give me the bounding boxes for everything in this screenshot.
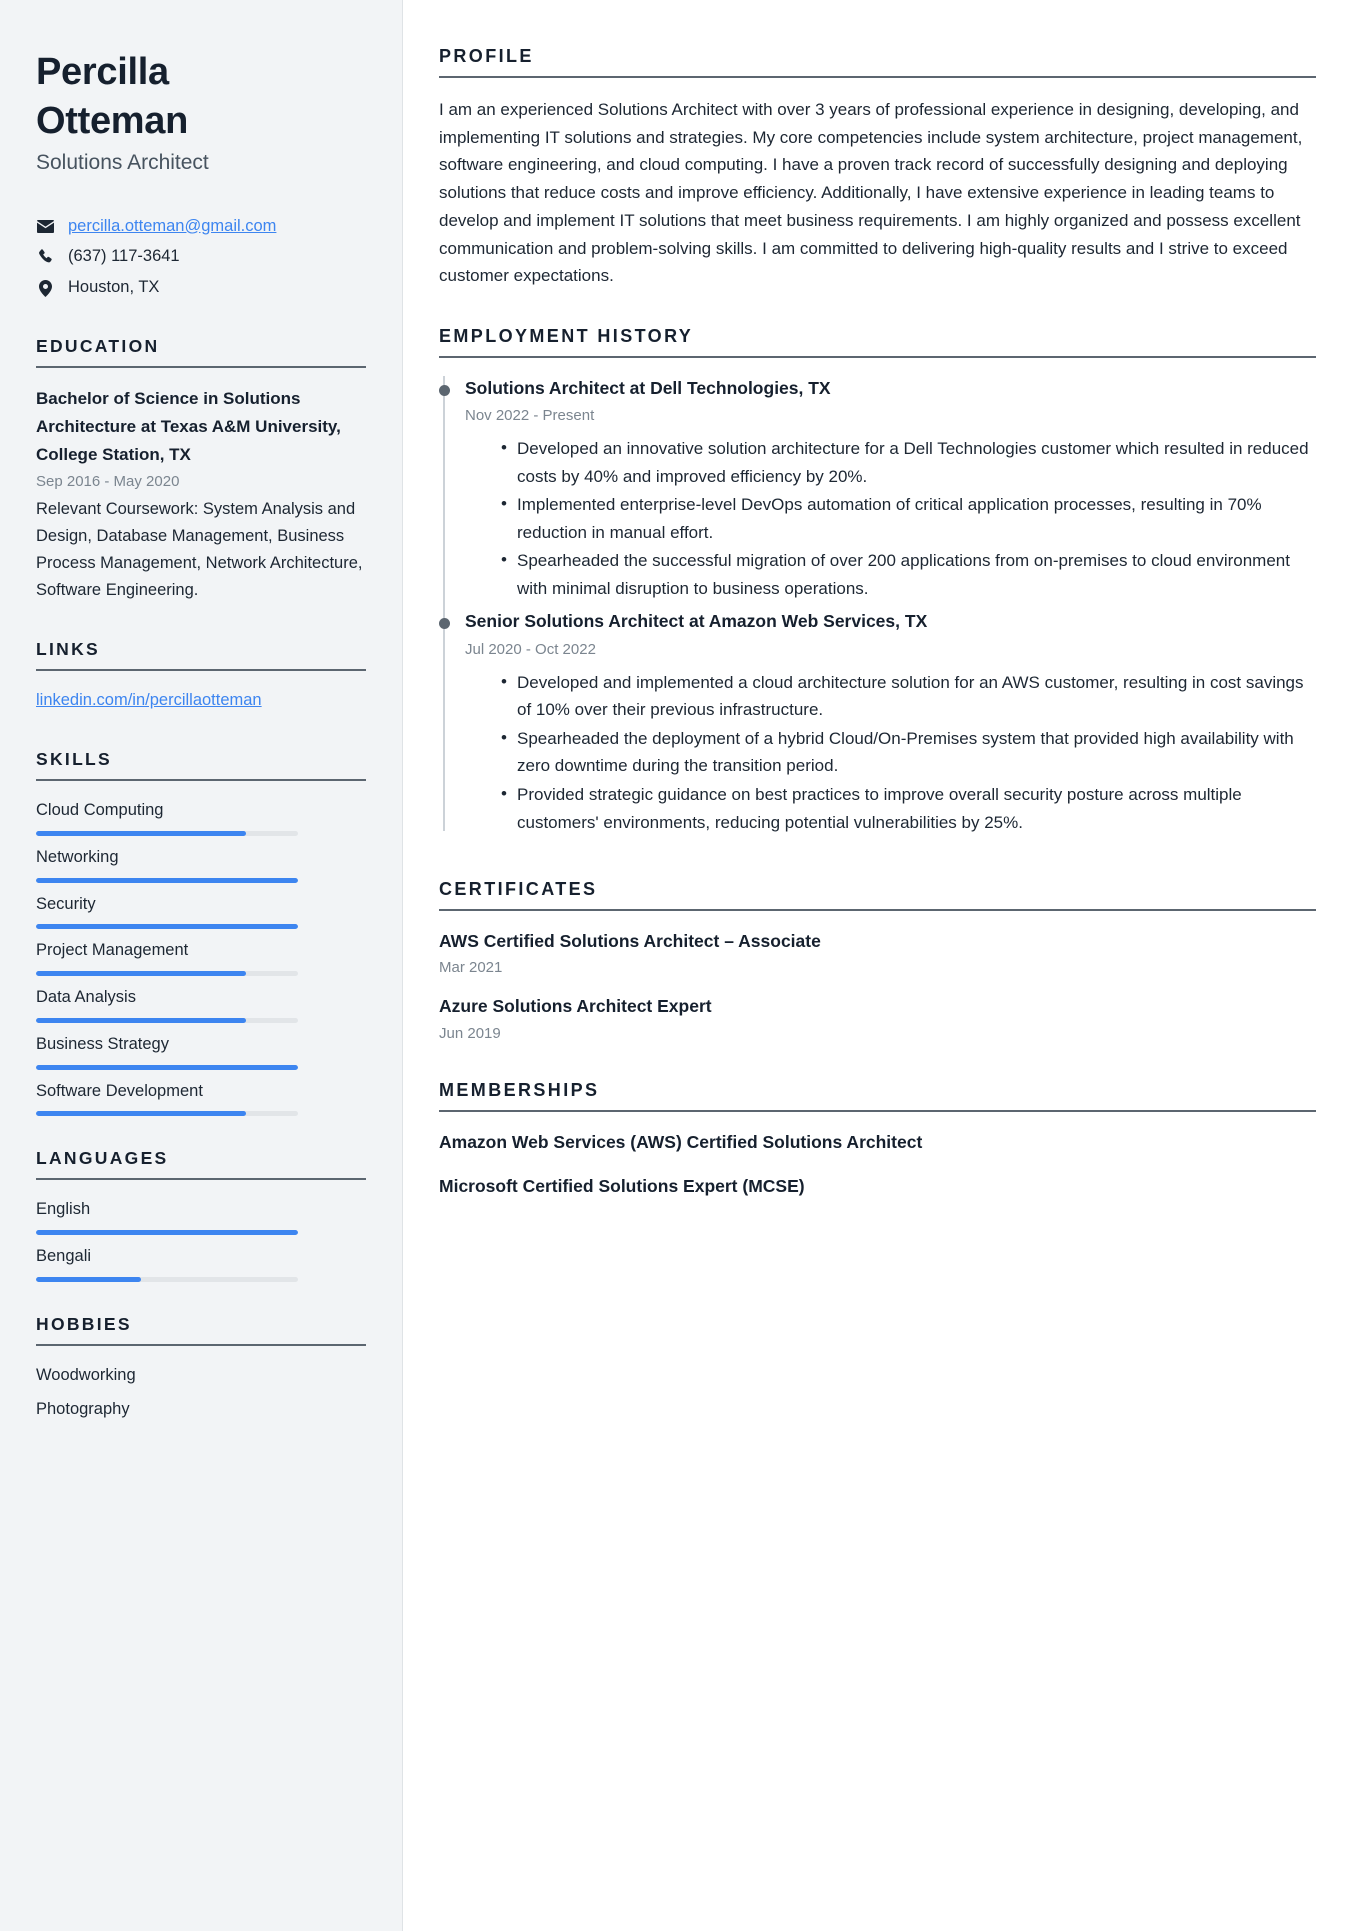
skill-bar-track <box>36 1065 298 1070</box>
job-title: Senior Solutions Architect at Amazon Web Services, TX <box>465 611 928 632</box>
certificate-date: Mar 2021 <box>439 959 503 977</box>
contact-list <box>36 215 366 301</box>
first-name: Percilla <box>36 51 169 93</box>
envelope-icon <box>36 220 55 233</box>
language-bar-fill <box>36 1230 298 1235</box>
membership-item: Microsoft Certified Solutions Expert (MCSE) <box>439 1176 805 1197</box>
last-name: Otteman <box>36 99 189 142</box>
contact-row-location <box>36 276 366 300</box>
certificate-title: AWS Certified Solutions Architect – Associate <box>439 931 821 952</box>
language-item <box>36 1244 366 1282</box>
sidebar <box>0 0 403 1931</box>
name-block <box>36 48 366 177</box>
hobbies-section <box>36 1314 366 1422</box>
certificate-title: Azure Solutions Architect Expert <box>439 996 712 1017</box>
skill-item <box>36 892 366 930</box>
language-bar-fill <box>36 1277 141 1282</box>
skills-heading: SKILLS <box>36 749 366 781</box>
certificate-entry <box>439 929 1316 978</box>
job-bullet-list <box>465 435 1316 602</box>
job-dates: Jul 2020 - Oct 2022 <box>465 640 596 658</box>
language-bar-track <box>36 1230 298 1235</box>
skill-bar-track <box>36 878 298 883</box>
links-heading: LINKS <box>36 639 366 671</box>
languages-list <box>36 1197 366 1282</box>
job-bullet-list <box>465 669 1316 836</box>
memberships-section <box>439 1080 1316 1200</box>
education-heading: EDUCATION <box>36 336 366 368</box>
timeline-dot-icon <box>439 385 450 396</box>
skill-label: Security <box>36 894 96 913</box>
phone-icon <box>36 249 55 265</box>
language-item <box>36 1197 366 1235</box>
hobbies-heading: HOBBIES <box>36 1314 366 1346</box>
membership-item: Amazon Web Services (AWS) Certified Solutions Architect <box>439 1131 923 1152</box>
skill-label: Business Strategy <box>36 1034 169 1053</box>
skill-item <box>36 798 366 836</box>
skill-bar-fill <box>36 924 298 929</box>
job-bullet: • Developed an innovative solution architecture for a Dell Technologies customer which resulted in reduced costs by 40% and improved efficiency by 20%. <box>501 435 1316 490</box>
employment-heading: EMPLOYMENT HISTORY <box>439 326 1316 358</box>
skill-bar-track <box>36 971 298 976</box>
employment-section <box>439 326 1316 843</box>
links-section <box>36 639 366 713</box>
employment-timeline <box>439 376 1316 843</box>
skill-label: Software Development <box>36 1081 203 1100</box>
job-bullet: • Developed and implemented a cloud architecture solution for an AWS customer, resulting in cost savings of 10% over their previous infrastructure. <box>501 669 1316 724</box>
certificates-heading: CERTIFICATES <box>439 879 1316 911</box>
certificate-entry <box>439 994 1316 1043</box>
timeline-dot-icon <box>439 618 450 629</box>
languages-heading: LANGUAGES <box>36 1148 366 1180</box>
skill-bar-track <box>36 831 298 836</box>
main-column <box>403 0 1366 1931</box>
skill-bar-fill <box>36 1065 298 1070</box>
hobby-item: Photography <box>36 1399 130 1418</box>
job-bullet: • Spearheaded the successful migration of over 200 applications from on-premises to cloud environment with minimal disruption to business operations. <box>501 547 1316 602</box>
skill-bar-track <box>36 1018 298 1023</box>
education-dates: Sep 2016 - May 2020 <box>36 473 180 491</box>
skills-list <box>36 798 366 1116</box>
job-title: Solutions Architect at Dell Technologies, TX <box>465 377 831 398</box>
email-link[interactable]: percilla.otteman@gmail.com <box>68 216 277 235</box>
skill-label: Project Management <box>36 941 189 960</box>
skill-bar-fill <box>36 831 246 836</box>
skill-label: Data Analysis <box>36 988 136 1007</box>
job-bullet: • Provided strategic guidance on best practices to improve overall security posture across multiple customers' environments, reducing potential vulnerabilities by 25%. <box>501 781 1316 836</box>
skill-bar-track <box>36 1111 298 1116</box>
skill-bar-fill <box>36 1018 246 1023</box>
language-label: Bengali <box>36 1247 92 1266</box>
job-dates: Nov 2022 - Present <box>465 407 595 425</box>
languages-section <box>36 1148 366 1282</box>
linkedin-link[interactable]: linkedin.com/in/percillaotteman <box>36 691 262 710</box>
skills-section <box>36 749 366 1116</box>
contact-row-email <box>36 215 366 239</box>
memberships-heading: MEMBERSHIPS <box>439 1080 1316 1112</box>
profile-section <box>439 46 1316 290</box>
education-description: Relevant Coursework: System Analysis and Design, Database Management, Business Process Management, Network Architecture, Software Engineering. <box>36 500 363 599</box>
education-section <box>36 336 366 603</box>
location-value: Houston, TX <box>68 278 160 297</box>
job-entry <box>439 376 1316 610</box>
profile-text: I am an experienced Solutions Architect with over 3 years of professional experience in designing, developing, and implementing IT solutions and strategies. My core competencies include system architecture, project management, software engineering, and cloud computing. I have a proven track record of successfully designing and deploying solutions that reduce costs and improve efficiency. Additionally, I have extensive experience in leading teams to develop and implement IT solutions that meet business requirements. I am highly organized and possess excellent communication and problem-solving skills. I am committed to delivering high-quality results and I strive to exceed customer expectations. <box>439 100 1303 286</box>
skill-item <box>36 1079 366 1117</box>
certificate-date: Jun 2019 <box>439 1024 501 1042</box>
job-entry <box>439 609 1316 843</box>
skill-item <box>36 845 366 883</box>
contact-row-phone <box>36 245 366 269</box>
skill-item <box>36 985 366 1023</box>
job-title: Solutions Architect <box>36 151 209 175</box>
skill-bar-fill <box>36 1111 246 1116</box>
education-degree: Bachelor of Science in Solutions Architecture at Texas A&M University, College Station, TX <box>36 389 341 464</box>
language-bar-track <box>36 1277 298 1282</box>
phone-value: (637) 117-3641 <box>68 247 180 266</box>
skill-item <box>36 1032 366 1070</box>
skill-label: Networking <box>36 847 119 866</box>
skill-label: Cloud Computing <box>36 801 164 820</box>
skill-bar-track <box>36 924 298 929</box>
language-label: English <box>36 1200 91 1219</box>
skill-bar-fill <box>36 878 298 883</box>
profile-heading: PROFILE <box>439 46 1316 78</box>
hobby-item: Woodworking <box>36 1365 136 1384</box>
skill-bar-fill <box>36 971 246 976</box>
job-bullet: • Spearheaded the deployment of a hybrid Cloud/On-Premises system that provided high availability with zero downtime during the transition period. <box>501 725 1316 780</box>
job-bullet: • Implemented enterprise-level DevOps automation of critical application processes, resulting in 70% reduction in manual effort. <box>501 491 1316 546</box>
certificates-section <box>439 879 1316 1044</box>
location-pin-icon <box>36 280 55 297</box>
skill-item <box>36 938 366 976</box>
